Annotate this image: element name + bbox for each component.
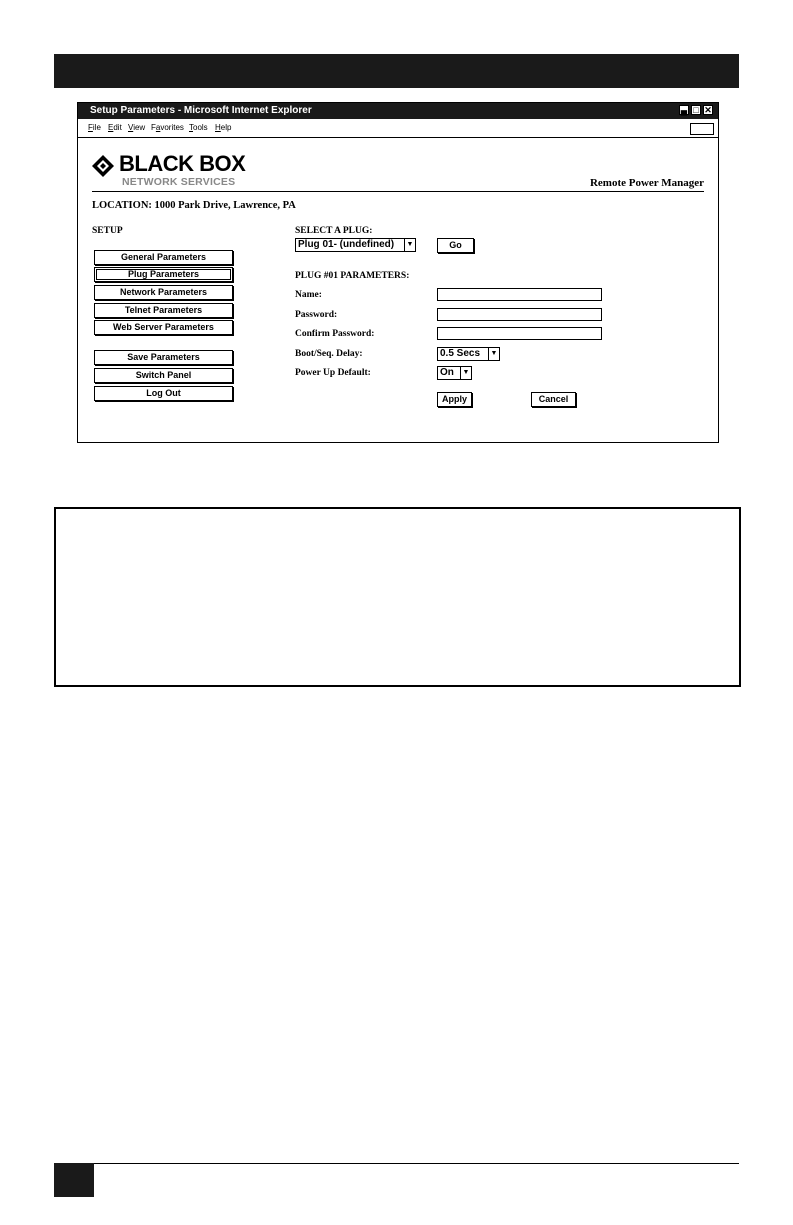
menu-tools[interactable]: Tools [189, 123, 208, 132]
name-label: Name: [295, 290, 322, 300]
dropdown-arrow-icon[interactable]: ▼ [488, 348, 499, 360]
log-out-button[interactable]: Log Out [94, 386, 233, 401]
maximize-icon[interactable]: □ [691, 105, 701, 115]
power-up-default-value: On [440, 367, 454, 378]
boot-delay-select[interactable] [437, 347, 500, 361]
brand-logo [92, 151, 252, 191]
name-field[interactable] [437, 288, 602, 301]
network-parameters-button[interactable]: Network Parameters [94, 285, 233, 300]
telnet-parameters-button[interactable]: Telnet Parameters [94, 303, 233, 318]
dropdown-arrow-icon[interactable]: ▼ [460, 367, 471, 379]
menu-file[interactable]: File [88, 123, 101, 132]
menu-help[interactable]: Help [215, 123, 232, 132]
menu-view[interactable]: View [128, 123, 146, 132]
dropdown-arrow-icon[interactable]: ▼ [404, 239, 415, 251]
save-parameters-button[interactable]: Save Parameters [94, 350, 233, 365]
select-plug-label: SELECT A PLUG: [295, 226, 373, 236]
apply-button[interactable]: Apply [437, 392, 472, 407]
menu-bar [78, 119, 718, 138]
product-name: Remote Power Manager [589, 177, 704, 189]
note-box [54, 507, 741, 687]
web-server-parameters-button[interactable]: Web Server Parameters [94, 320, 233, 335]
diamond-logo-icon [92, 155, 114, 177]
page-header-bar [54, 54, 739, 88]
power-up-default-label: Power Up Default: [295, 368, 371, 378]
browser-window [77, 102, 719, 443]
close-icon[interactable]: ✕ [704, 105, 712, 115]
boot-delay-value: 0.5 Secs [440, 348, 481, 359]
general-parameters-button[interactable]: General Parameters [94, 250, 233, 265]
window-title: Setup Parameters - Microsoft Internet Explorer [90, 105, 312, 116]
confirm-password-field[interactable] [437, 327, 602, 340]
plug-parameters-button[interactable]: Plug Parameters [94, 267, 233, 282]
password-field[interactable] [437, 308, 602, 321]
brand-name: BLACK BOX [119, 151, 246, 176]
plug-select[interactable] [295, 238, 416, 252]
footer-rule [54, 1163, 739, 1164]
browser-throbber [690, 123, 714, 135]
power-up-default-select[interactable] [437, 366, 472, 380]
password-label: Password: [295, 310, 338, 320]
switch-panel-button[interactable]: Switch Panel [94, 368, 233, 383]
header-divider [92, 191, 704, 192]
window-titlebar [78, 103, 718, 119]
minimize-icon[interactable]: ▄ [680, 105, 688, 115]
go-button[interactable]: Go [437, 238, 474, 253]
menu-edit[interactable]: Edit [108, 123, 122, 132]
plug-select-value: Plug 01- (undefined) [298, 239, 395, 250]
plug-parameters-heading: PLUG #01 PARAMETERS: [295, 271, 410, 281]
confirm-password-label: Confirm Password: [295, 329, 375, 339]
setup-heading: SETUP [92, 226, 123, 236]
cancel-button[interactable]: Cancel [531, 392, 576, 407]
boot-delay-label: Boot/Seq. Delay: [295, 349, 363, 359]
page-number-box [54, 1163, 94, 1197]
menu-favorites[interactable]: Favorites [151, 123, 184, 132]
brand-subtitle: NETWORK SERVICES [122, 176, 236, 188]
location-text: LOCATION: 1000 Park Drive, Lawrence, PA [92, 200, 296, 211]
